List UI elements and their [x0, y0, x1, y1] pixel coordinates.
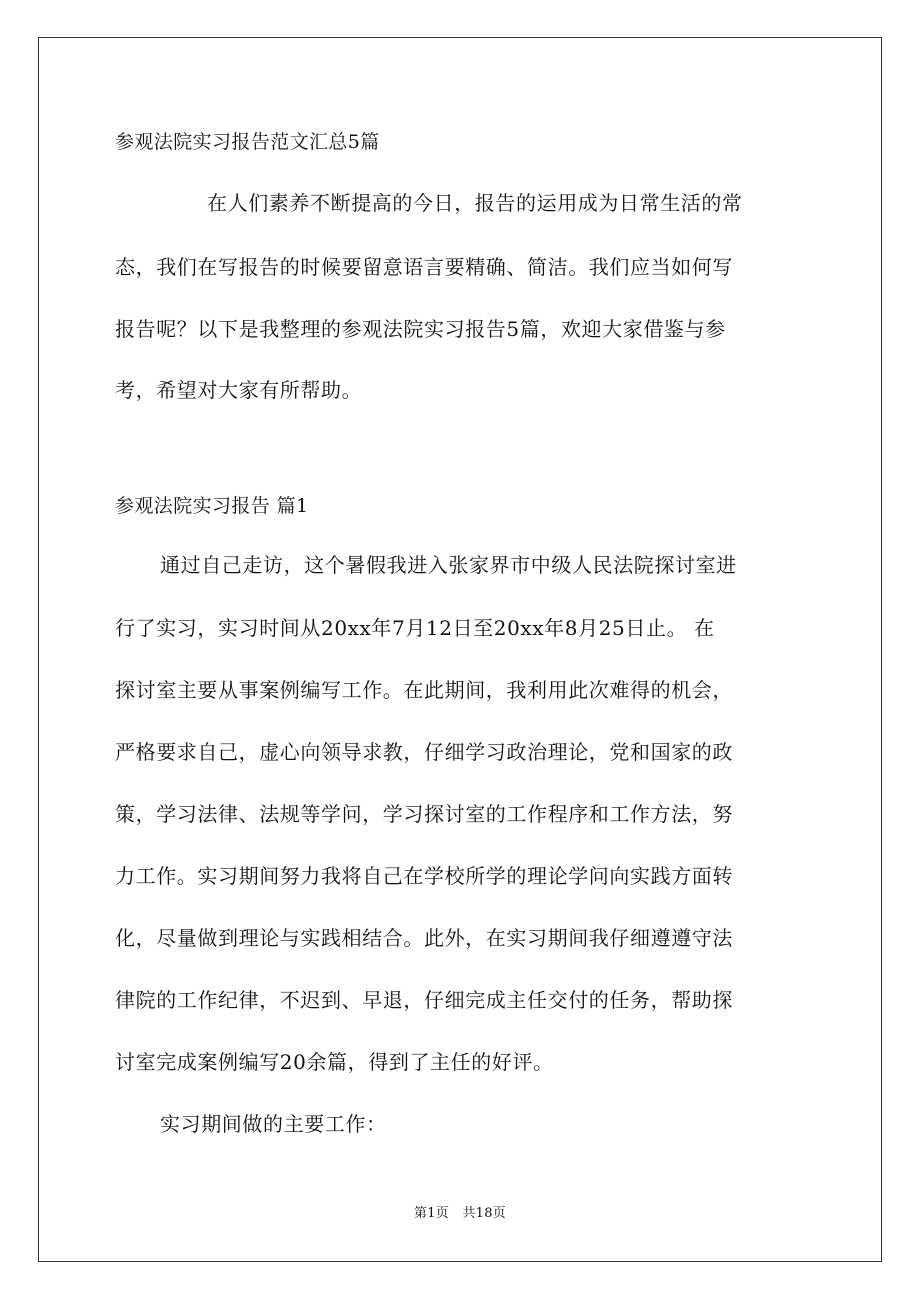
page-frame	[38, 37, 882, 1262]
page-footer: 第1页 共18页	[413, 1206, 507, 1221]
body-line-3: 探讨室主要从事案例编写工作。在此期间，我利用此次难得的机会，	[115, 678, 733, 702]
body-line-8: 律院的工作纪律，不迟到、早退，仔细完成主任交付的任务，帮助探	[115, 988, 733, 1012]
intro-line-3: 报告呢？以下是我整理的参观法院实习报告5篇，欢迎大家借鉴与参	[115, 317, 726, 341]
intro-line-2: 态，我们在写报告的时候要留意语言要精确、简洁。我们应当如何写	[115, 255, 733, 279]
body-line-4: 严格要求自己，虚心向领导求教，仔细学习政治理论，党和国家的政	[115, 740, 733, 764]
intro-line-1: 在人们素养不断提高的今日，报告的运用成为日常生活的常	[207, 191, 743, 215]
document-title: 参观法院实习报告范文汇总5篇	[115, 131, 380, 153]
body-line-9: 讨室完成案例编写20余篇，得到了主任的好评。	[115, 1050, 554, 1074]
body-line-5: 策，学习法律、法规等学问，学习探讨室的工作程序和工作方法，努	[115, 802, 733, 826]
section-title: 参观法院实习报告 篇1	[115, 495, 309, 517]
body-line-1: 通过自己走访，这个暑假我进入张家界市中级人民法院探讨室进	[160, 553, 737, 577]
body-line-6: 力工作。实习期间努力我将自己在学校所学的理论学问向实践方面转	[115, 864, 733, 888]
body-line-7: 化，尽量做到理论与实践相结合。此外，在实习期间我仔细遵遵守法	[115, 926, 733, 950]
body-line-2: 行了实习，实习时间从20xx年7月12日至20xx年8月25日止。 在	[115, 616, 715, 640]
subheading: 实习期间做的主要工作：	[160, 1112, 387, 1136]
intro-line-4: 考，希望对大家有所帮助。	[115, 378, 363, 402]
